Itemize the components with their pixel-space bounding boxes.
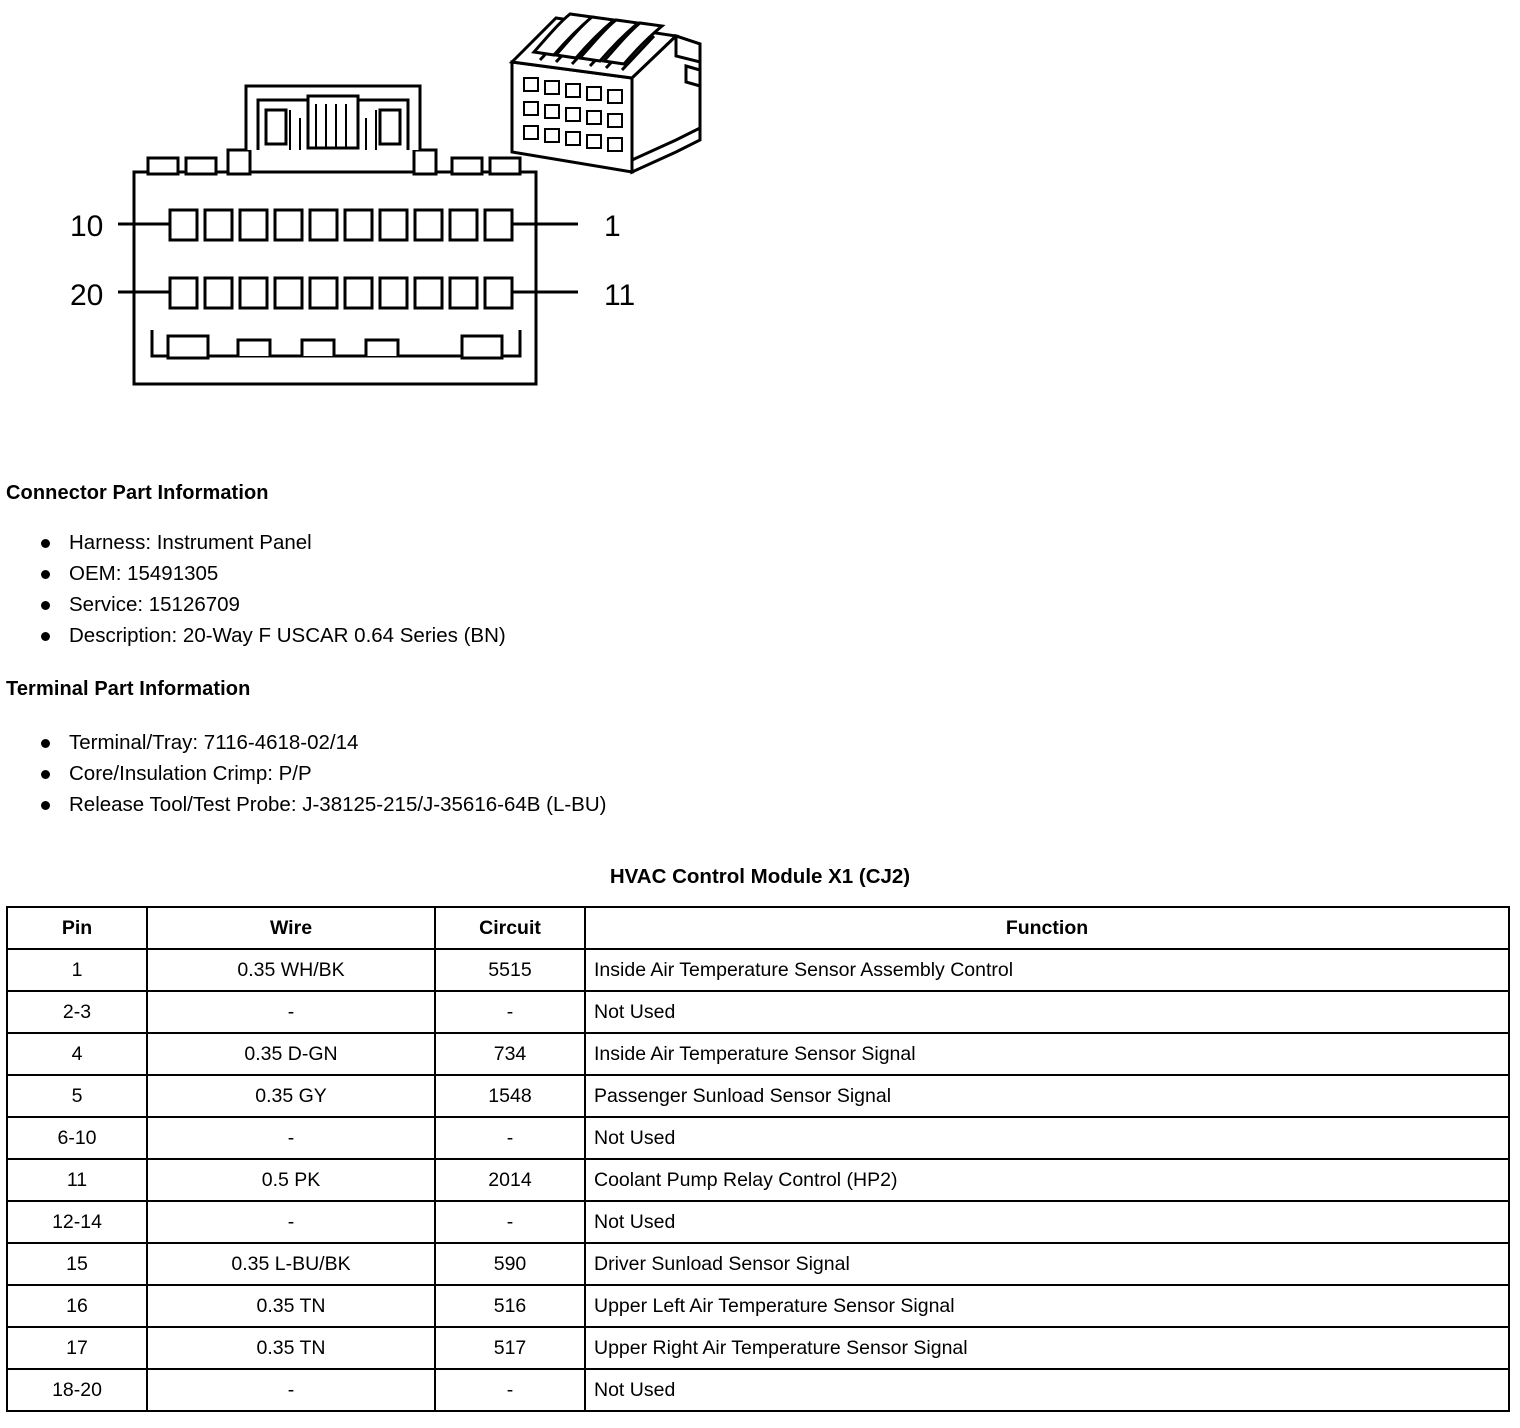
cell-wire: -: [147, 1117, 435, 1159]
table-row: [7, 1327, 1509, 1369]
cell-circuit: 5515: [435, 949, 585, 991]
column-header-function: Function: [585, 907, 1509, 949]
cell-pin: 12-14: [7, 1201, 147, 1243]
pin-label-1: 1: [604, 210, 621, 243]
list-item: Terminal/Tray: 7116-4618-02/14: [6, 727, 606, 758]
table-row: [7, 1117, 1509, 1159]
cell-function: Inside Air Temperature Sensor Assembly Control: [585, 949, 1509, 991]
terminal-part-information-heading: Terminal Part Information: [6, 678, 251, 700]
cell-pin: 6-10: [7, 1117, 147, 1159]
cell-wire: 0.35 TN: [147, 1327, 435, 1369]
cell-pin: 5: [7, 1075, 147, 1117]
column-header-circuit: Circuit: [435, 907, 585, 949]
column-header-wire: Wire: [147, 907, 435, 949]
connector-bottom-detail: [152, 330, 520, 358]
cell-function: Not Used: [585, 1201, 1509, 1243]
table-row: [7, 949, 1509, 991]
cell-pin: 11: [7, 1159, 147, 1201]
table-row: [7, 1369, 1509, 1411]
pin-label-20: 20: [70, 279, 104, 312]
cell-function: Coolant Pump Relay Control (HP2): [585, 1159, 1509, 1201]
pin-table-container: [6, 906, 1510, 1412]
cell-pin: 4: [7, 1033, 147, 1075]
table-row: [7, 991, 1509, 1033]
cell-circuit: 590: [435, 1243, 585, 1285]
cell-pin: 1: [7, 949, 147, 991]
cell-pin: 16: [7, 1285, 147, 1327]
cell-circuit: 2014: [435, 1159, 585, 1201]
table-row: [7, 1285, 1509, 1327]
pin-label-11: 11: [604, 279, 636, 312]
pin-table-title: HVAC Control Module X1 (CJ2): [609, 865, 911, 888]
column-header-pin: Pin: [7, 907, 147, 949]
cell-wire: 0.35 WH/BK: [147, 949, 435, 991]
cell-function: Not Used: [585, 1117, 1509, 1159]
connector-diagram: [0, 0, 1520, 455]
cell-circuit: 1548: [435, 1075, 585, 1117]
cell-pin: 17: [7, 1327, 147, 1369]
table-row: [7, 1033, 1509, 1075]
table-row: [7, 1159, 1509, 1201]
cell-circuit: -: [435, 991, 585, 1033]
list-item: OEM: 15491305: [6, 558, 506, 589]
table-row: [7, 1243, 1509, 1285]
cell-function: Not Used: [585, 991, 1509, 1033]
cell-wire: 0.35 GY: [147, 1075, 435, 1117]
list-item: Description: 20-Way F USCAR 0.64 Series (BN): [6, 620, 506, 651]
cell-wire: 0.35 L-BU/BK: [147, 1243, 435, 1285]
table-header-row: [7, 907, 1509, 949]
cell-pin: 2-3: [7, 991, 147, 1033]
terminal-part-information-list: [6, 727, 606, 820]
cell-function: Upper Left Air Temperature Sensor Signal: [585, 1285, 1509, 1327]
connector-3d-view: [512, 14, 700, 172]
connector-part-information-heading: Connector Part Information: [6, 482, 269, 504]
list-item: Harness: Instrument Panel: [6, 527, 506, 558]
cell-wire: 0.35 TN: [147, 1285, 435, 1327]
cell-wire: -: [147, 1201, 435, 1243]
list-item: Core/Insulation Crimp: P/P: [6, 758, 606, 789]
cell-circuit: -: [435, 1117, 585, 1159]
cell-function: Upper Right Air Temperature Sensor Signal: [585, 1327, 1509, 1369]
list-item: Service: 15126709: [6, 589, 506, 620]
cell-circuit: -: [435, 1369, 585, 1411]
cell-wire: 0.35 D-GN: [147, 1033, 435, 1075]
cell-function: Passenger Sunload Sensor Signal: [585, 1075, 1509, 1117]
pin-label-10: 10: [70, 210, 104, 243]
table-row: [7, 1075, 1509, 1117]
pin-table: [6, 906, 1510, 1412]
cell-pin: 18-20: [7, 1369, 147, 1411]
cell-function: Driver Sunload Sensor Signal: [585, 1243, 1509, 1285]
cell-wire: -: [147, 1369, 435, 1411]
cell-function: Not Used: [585, 1369, 1509, 1411]
table-row: [7, 1201, 1509, 1243]
connector-part-information-list: [6, 527, 506, 651]
cell-wire: -: [147, 991, 435, 1033]
cell-circuit: 516: [435, 1285, 585, 1327]
connector-diagram-svg: [0, 0, 1520, 455]
cell-circuit: 517: [435, 1327, 585, 1369]
cell-pin: 15: [7, 1243, 147, 1285]
list-item: Release Tool/Test Probe: J-38125-215/J-35616-64B (L-BU): [6, 789, 606, 820]
cell-function: Inside Air Temperature Sensor Signal: [585, 1033, 1509, 1075]
cell-circuit: -: [435, 1201, 585, 1243]
cell-wire: 0.5 PK: [147, 1159, 435, 1201]
cell-circuit: 734: [435, 1033, 585, 1075]
